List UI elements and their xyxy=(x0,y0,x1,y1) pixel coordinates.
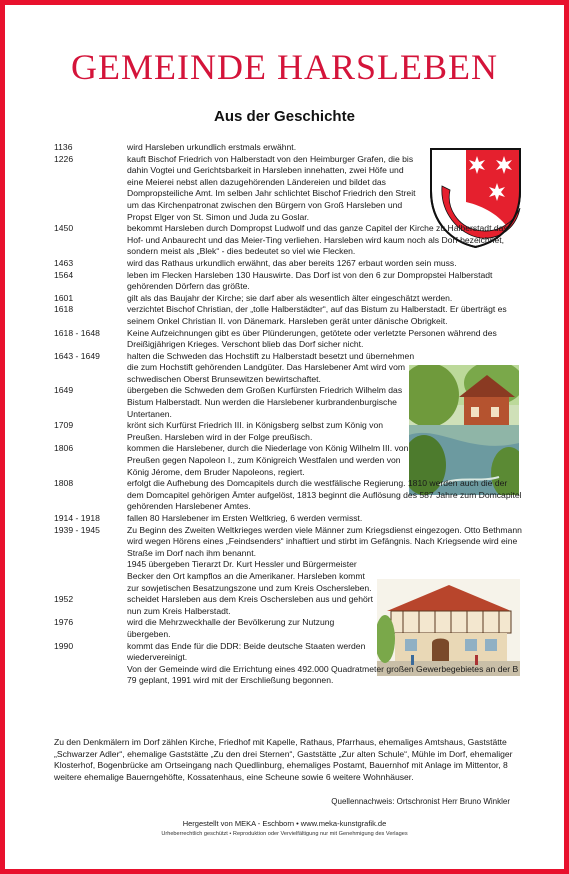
publisher-footer: Hergestellt von MEKA - Eschborn • www.meka-kunstgrafik.de xyxy=(182,819,387,828)
timeline-text: Von der Gemeinde wird die Errichtung eines 492.000 Quadratmeter großen Gewerbegebietes an der B 79 geplant, 1991 wird mit der Erschließung begonnen. xyxy=(127,663,519,686)
timeline-row xyxy=(54,223,524,258)
timeline-year xyxy=(54,664,127,687)
page-title: GEMEINDE HARSLEBEN xyxy=(71,47,498,87)
timeline-text: kommen die Harslebener, durch die Niederlage von König Wilhelm III. von Preußen gegen Napoleon I., zum Königreich Westfalen und werden von König Jérome, dem Bruder Napoleons, regiert. xyxy=(127,443,409,477)
timeline-row xyxy=(54,351,524,386)
timeline-year: 1226 xyxy=(54,153,74,164)
monuments-summary: Zu den Denkmälern im Dorf zählen Kirche, Friedhof mit Kapelle, Rathaus, Pfarrhaus, ehemaliges Amtshaus, Gaststätte „Schwarzer Adler“, ehemalige Gaststätte „Zu den drei Sternen“, Gaststätte „Zur alten Schule“, Mühle im Dorf, ehemaliger Klosterhof, Bogenbrücke am Ortseingang nach Quedlinburg, ehemaliges Postamt, Bauernhof mit Anlage im Mittentor, 8 weitere ehemalige Bauerngehöfte, Kossatenhaus, eine Scheune sowie 6 weitere Wohnhäuser. xyxy=(54,737,513,782)
timeline-year: 1914 - 1918 xyxy=(54,513,100,523)
page-subtitle: Aus der Geschichte xyxy=(214,108,355,125)
timeline-year: 1808 xyxy=(54,478,74,489)
timeline-text: krönt sich Kurfürst Friedrich III. in Königsberg selbst zum König von Preußen. Harsleben wird in der Folge preußisch. xyxy=(127,420,384,442)
timeline-text: wird die Mehrzweckhalle der Bevölkerung zur Nutzung übergeben. xyxy=(127,617,335,639)
timeline-row xyxy=(54,617,524,640)
source-credit: Quellennachweis: Ortschronist Herr Bruno Winkler xyxy=(331,797,510,806)
timeline-year: 1649 xyxy=(54,385,74,396)
timeline-text: wird das Rathaus urkundlich erwähnt, das aber bereits 1267 erbaut worden sein muss. xyxy=(127,257,457,268)
timeline-row xyxy=(54,559,524,594)
timeline-row xyxy=(54,478,524,513)
timeline-row xyxy=(54,142,524,154)
timeline-text: halten die Schweden das Hochstift zu Halberstadt besetzt und übernehmen die zum Hochstift gehörenden Landgüter. Das Harslebener Amt wird vom schwedischen Oberst Brunsewitzen bewirtschaftet. xyxy=(127,350,415,384)
timeline-year: 1463 xyxy=(54,257,74,268)
timeline-year xyxy=(54,559,127,594)
timeline-text: bekommt Harsleben durch Dompropst Ludwolf und das ganze Capitel der Kirche zu Halberstadt das Hof- und Anbaurecht und das Meier-Ting verliehen. Harsleben wird kaum noch als Dorf bezeichnet, sondern meist als „Blek“ - dies bedeutet so viel wie Flecken. xyxy=(127,223,508,257)
timeline-text: wird Harsleben urkundlich erstmals erwähnt. xyxy=(127,142,297,152)
timeline-text: Zu Beginn des Zweiten Weltkrieges werden viele Männer zum Kriegsdienst eingezogen. Otto Bethmann wird wegen Hörens eines „Feindsenders“ inhaftiert und stirbt im Gefängnis. Nach Kriegsende wird eine Straße im Dorf nach ihm benannt. xyxy=(127,524,522,558)
timeline-row xyxy=(54,154,524,224)
timeline-year: 1450 xyxy=(54,223,74,234)
timeline-row xyxy=(54,664,524,687)
timeline-text: kommt das Ende für die DDR: Beide deutsche Staaten werden wiedervereinigt. xyxy=(127,640,366,663)
timeline-row xyxy=(54,304,524,327)
timeline-year: 1643 - 1649 xyxy=(54,350,100,361)
timeline-year: 1136 xyxy=(54,142,73,152)
timeline-row xyxy=(54,525,524,560)
timeline-row xyxy=(54,258,524,270)
timeline-row xyxy=(54,594,524,617)
timeline-row xyxy=(54,385,524,420)
timeline-text: gilt als das Baujahr der Kirche; sie darf aber als wesentlich älter eingeschätzt werden. xyxy=(127,292,453,303)
timeline-year: 1618 - 1648 xyxy=(54,327,100,338)
timeline-year: 1709 xyxy=(54,420,74,431)
timeline-row xyxy=(54,328,524,351)
timeline-row xyxy=(54,293,524,305)
timeline-text: fallen 80 Harslebener im Ersten Weltkrieg, 6 werden vermisst. xyxy=(127,513,363,523)
timeline-row xyxy=(54,641,524,664)
timeline-text: verzichtet Bischof Christian, der „tolle Halberstädter“, auf das Bistum zu Halberstadt. Er überträgt es seinem Onkel Christian II. von Dänemark. Harsleben gerät unter dänische Obrigkeit. xyxy=(127,304,507,326)
timeline-text: kauft Bischof Friedrich von Halberstadt von den Heimburger Grafen, die bis dahin Vogtei und Gerichtsbarkeit in Harsleben innehatten, zwei Höfe und eine Meierei nebst allen dazugehörenden Ländereien und bildet das Dompropsteiliche Amt. Im selben Jahr schlichtet Bischof Friedrich den Streit um das Kirchenpatronat zwischen den Bürgern von Groß Harsleben und Propst Elger von St. Simon und Juda zu Goslar. xyxy=(127,153,416,222)
timeline-year: 1564 xyxy=(54,269,74,280)
timeline-year: 1976 xyxy=(54,617,74,628)
timeline-text: erfolgt die Aufhebung des Domcapitels durch die westfälische Regierung. 1810 werden auch die der dem Domcapitel gehörigen Ämter aufgelöst, 1813 beginnt die Auflösung des 587 Jahre zum Domcapitel gehörenden Harslebener Amtes. xyxy=(127,478,522,512)
timeline-text: leben im Flecken Harsleben 130 Hauswirte. Das Dorf ist von den 6 zur Dompropstei Halberstadt gehörenden Dörfern das größte. xyxy=(127,269,493,292)
timeline-text: scheidet Harsleben aus dem Kreis Oschersleben aus und gehört nun zum Kreis Halberstadt. xyxy=(127,594,374,616)
timeline-year: 1806 xyxy=(54,443,74,454)
timeline-year: 1990 xyxy=(54,640,74,651)
timeline-year: 1618 xyxy=(54,304,74,315)
history-timeline xyxy=(54,142,524,687)
timeline-text: Keine Aufzeichnungen gibt es über Plünderungen, getötete oder verletzte Personen während des Dreißigjährigen Krieges. Verschont blieb das Dorf sicher nicht. xyxy=(127,327,497,350)
timeline-row xyxy=(54,513,524,525)
timeline-year: 1939 - 1945 xyxy=(54,524,100,535)
timeline-year: 1601 xyxy=(54,292,74,303)
timeline-row xyxy=(54,420,524,443)
timeline-row xyxy=(54,443,524,478)
timeline-year: 1952 xyxy=(54,594,74,605)
timeline-row xyxy=(54,270,524,293)
timeline-text: 1945 übergeben Tierarzt Dr. Kurt Hessler und Bürgermeister Becker den Ort kampflos an die Amerikaner. Harsleben kommt zur sowjetischen Besatzungszone und zum Kreis Oschersleben. xyxy=(127,559,372,593)
timeline-text: übergeben die Schweden dem Großen Kurfürsten Friedrich Wilhelm das Bistum Halberstadt. Nun werden die Harslebener kurbrandenburgische Untertanen. xyxy=(127,385,403,419)
copyright-footer: Urheberrechtlich geschützt • Reproduktion oder Vervielfältigung nur mit Genehmigung des Verlages xyxy=(161,831,408,837)
